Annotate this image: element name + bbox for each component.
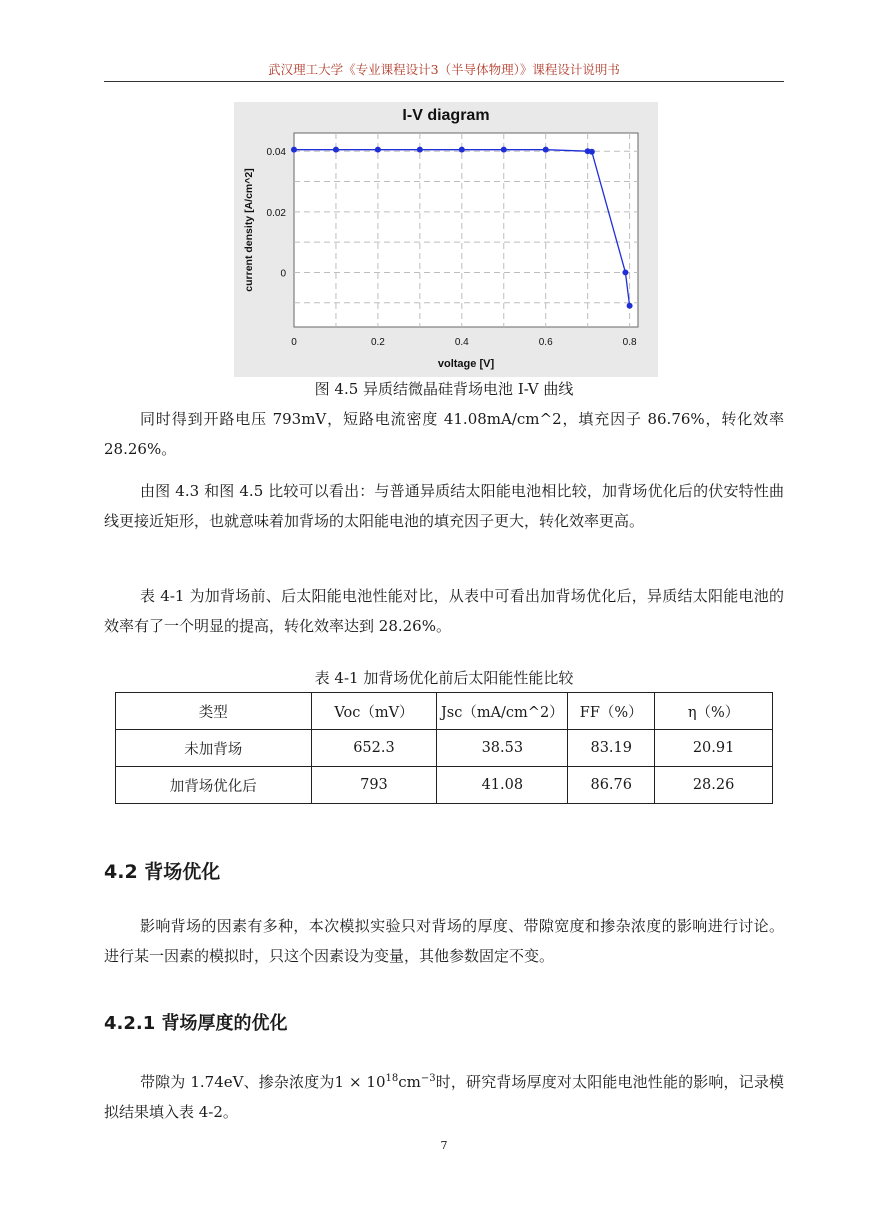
table-cell: 未加背场 <box>116 730 312 767</box>
formula-unit: cm <box>398 1073 421 1091</box>
data-point <box>501 147 507 153</box>
iv-chart <box>234 102 658 377</box>
section-heading: 4.2 背场优化 <box>104 861 221 883</box>
table-cell: 83.19 <box>568 730 655 767</box>
data-point <box>417 147 423 153</box>
data-point <box>622 269 628 275</box>
formula-base: 1 × 10 <box>334 1073 386 1091</box>
paragraph-text: 时，研究背场厚度对太阳能电池性能的影响，记录模拟结果填入表 4-2。 <box>104 1073 784 1121</box>
subsection-heading: 4.2.1 背场厚度的优化 <box>104 1013 288 1034</box>
x-tick-label: 0.8 <box>622 337 637 348</box>
data-point <box>589 149 595 155</box>
y-tick-label: 0 <box>280 268 286 280</box>
performance-table <box>115 692 773 804</box>
paragraph-results: 同时得到开路电压 793mV，短路电流密度 41.08mA/cm^2，填充因子 86.76%，转化效率 28.26%。 <box>104 410 784 458</box>
table-header-row <box>116 693 773 730</box>
paragraph-factors: 影响背场的因素有多种，本次模拟实验只对背场的厚度、带隙宽度和掺杂浓度的影响进行讨论。进行某一因素的模拟时，只这个因素设为变量，其他参数固定不变。 <box>104 917 784 965</box>
formula-unit-exponent: −3 <box>420 1073 436 1084</box>
data-point <box>459 147 465 153</box>
table-header-cell: 类型 <box>116 693 312 730</box>
table-cell: 793 <box>311 767 437 804</box>
table-cell: 652.3 <box>311 730 437 767</box>
table-header-cell: Jsc（mA/cm^2） <box>437 693 568 730</box>
y-tick-label: 0.04 <box>266 147 286 159</box>
chart-title: I-V diagram <box>402 107 490 124</box>
table-cell: 28.26 <box>655 767 773 804</box>
table-cell: 41.08 <box>437 767 568 804</box>
table-caption: 表 4-1 加背场优化前后太阳能性能比较 <box>314 669 574 687</box>
paragraph-thickness <box>104 1064 784 1127</box>
plot-area <box>294 133 638 327</box>
table-cell: 38.53 <box>437 730 568 767</box>
x-tick-label: 0 <box>291 337 297 348</box>
page-header: 武汉理工大学《专业课程设计3（半导体物理）》课程设计说明书 <box>268 62 620 77</box>
y-axis-label: current density [A/cm^2] <box>243 168 255 292</box>
table-header-cell: η（%） <box>655 693 773 730</box>
data-point <box>375 147 381 153</box>
paragraph-comparison: 由图 4.3 和图 4.5 比较可以看出：与普通异质结太阳能电池相比较，加背场优化后的伏安特性曲线更接近矩形，也就意味着加背场的太阳能电池的填充因子更大，转化效率更高。 <box>104 482 784 530</box>
x-tick-label: 0.6 <box>538 337 553 348</box>
table-cell: 20.91 <box>655 730 773 767</box>
x-tick-label: 0.2 <box>370 337 385 348</box>
y-tick-label: 0.02 <box>266 207 286 219</box>
table-row <box>116 767 773 804</box>
data-point <box>333 147 339 153</box>
doping-formula <box>334 1073 435 1091</box>
data-point <box>627 303 633 309</box>
paragraph-text: 带隙为 1.74eV、掺杂浓度为 <box>140 1073 335 1091</box>
page-number: 7 <box>440 1139 448 1152</box>
x-axis-label: voltage [V] <box>437 358 495 370</box>
table-header-cell: FF（%） <box>568 693 655 730</box>
data-point <box>291 147 297 153</box>
iv-chart-svg <box>234 102 658 377</box>
formula-exponent: 18 <box>385 1073 399 1084</box>
table-header-cell: Voc（mV） <box>311 693 437 730</box>
table-cell: 86.76 <box>568 767 655 804</box>
x-tick-label: 0.4 <box>454 337 469 348</box>
table-cell: 加背场优化后 <box>116 767 312 804</box>
figure-caption: 图 4.5 异质结微晶硅背场电池 I-V 曲线 <box>314 380 574 398</box>
data-point <box>543 147 549 153</box>
header-rule <box>104 81 784 82</box>
table-row <box>116 730 773 767</box>
paragraph-table-intro: 表 4-1 为加背场前、后太阳能电池性能对比，从表中可看出加背场优化后，异质结太阳能电池的效率有了一个明显的提高，转化效率达到 28.26%。 <box>104 587 784 635</box>
